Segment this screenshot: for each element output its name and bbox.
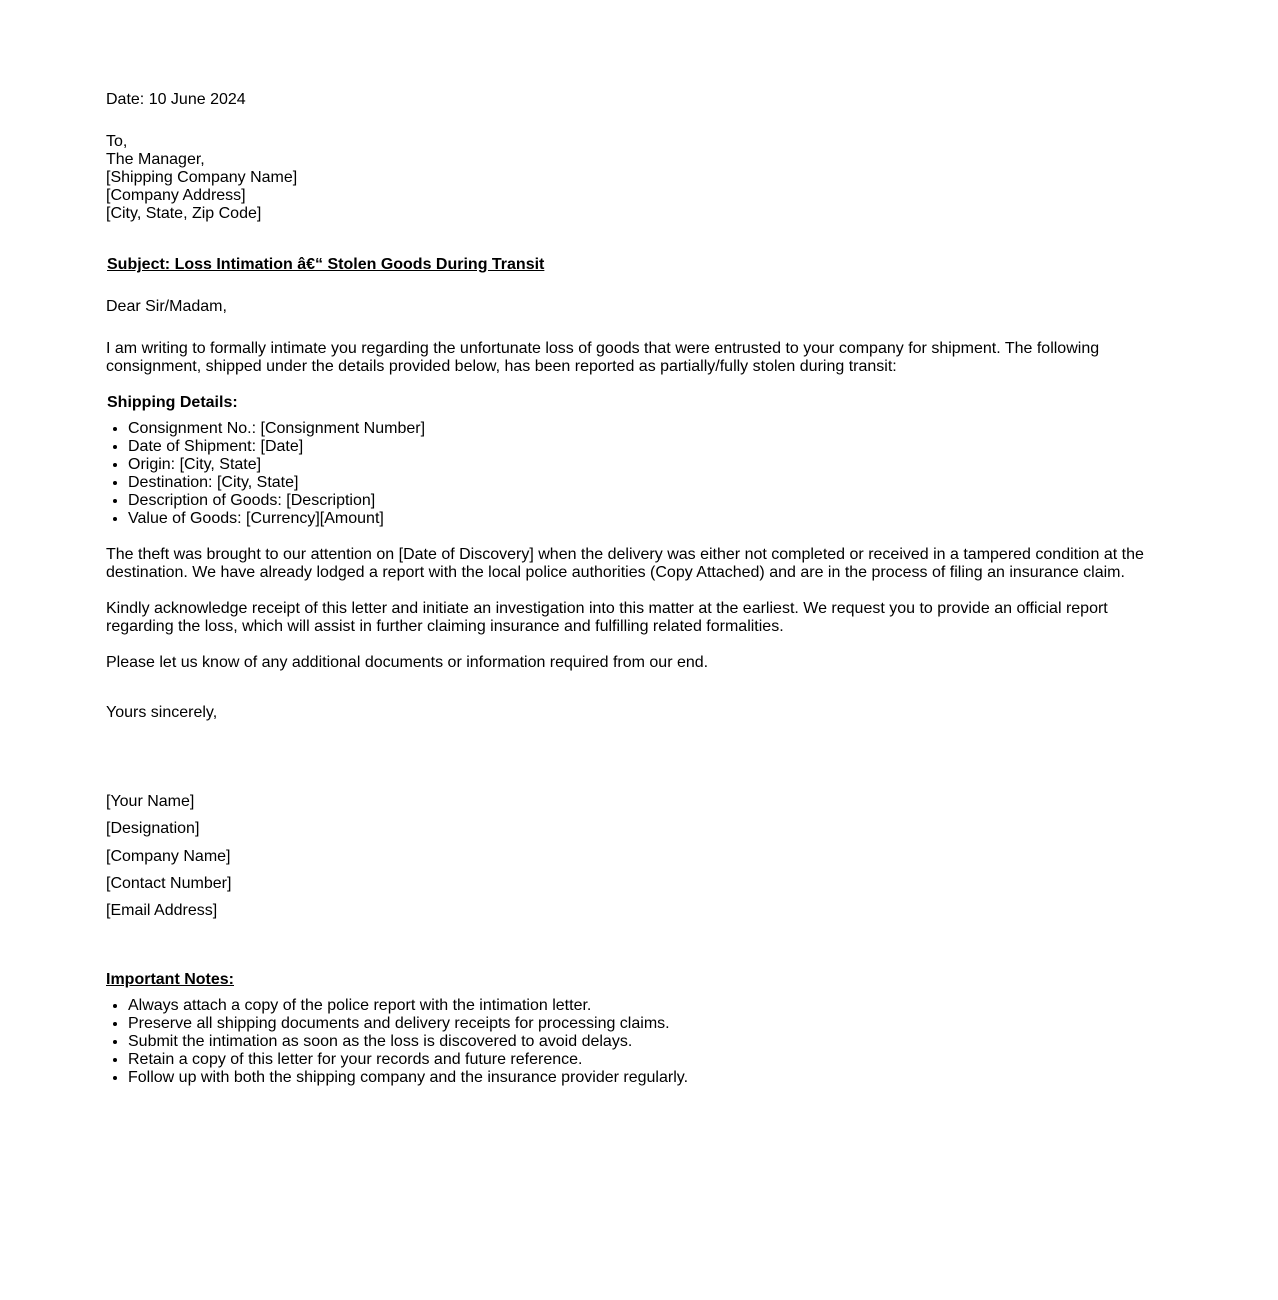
list-item: • Date of Shipment: [Date] [128, 438, 1166, 456]
greeting: Dear Sir/Madam, [106, 298, 227, 315]
signature-name: [Your Name] [106, 793, 195, 810]
signature-designation: [Designation] [106, 820, 200, 838]
list-item: • Destination: [City, State] [128, 474, 1166, 492]
letter-document [106, 91, 1166, 1087]
important-notes-title: Important Notes: [106, 971, 234, 989]
list-item: • Submit the intimation as soon as the loss is discovered to avoid delays. [128, 1033, 1166, 1051]
recipient-title: The Manager, [106, 151, 205, 168]
letter-subject: Subject: Loss Intimation â€“ Stolen Goods During Transit [107, 256, 545, 273]
closing: Yours sincerely, [106, 704, 218, 721]
letter-date: Date: 10 June 2024 [106, 91, 246, 108]
recipient-company: [Shipping Company Name] [106, 169, 298, 186]
signature-email: [Email Address] [106, 902, 218, 920]
recipient-city: [City, State, Zip Code] [106, 205, 262, 222]
list-item: • Follow up with both the shipping company and the insurance provider regularly. [128, 1069, 1166, 1087]
list-item: • Value of Goods: [Currency][Amount] [128, 510, 1166, 528]
important-notes-list [106, 997, 1166, 1087]
signature-block [106, 793, 1166, 920]
signature-company: [Company Name] [106, 847, 231, 865]
intro-paragraph: I am writing to formally intimate you regarding the unfortunate loss of goods that were entrusted to your company for shipment. The following consignment, shipped under the details provided below, has been reported as partially/fully stolen during transit: [106, 340, 1100, 375]
request-paragraph: Kindly acknowledge receipt of this letter and initiate an investigation into this matter at the earliest. We request you to provide an official report regarding the loss, which will assist in further claiming insurance and fulfilling related formalities. [106, 600, 1108, 635]
recipient-to: To, [106, 133, 128, 150]
recipient-address [106, 133, 1166, 223]
recipient-street: [Company Address] [106, 187, 246, 204]
signature-contact: [Contact Number] [106, 874, 232, 892]
shipping-details-title: Shipping Details: [107, 394, 238, 411]
list-item: • Origin: [City, State] [128, 456, 1166, 474]
shipping-details-list [106, 420, 1166, 528]
list-item: • Always attach a copy of the police report with the intimation letter. [128, 997, 1166, 1015]
list-item: • Preserve all shipping documents and delivery receipts for processing claims. [128, 1015, 1166, 1033]
additional-info-paragraph: Please let us know of any additional documents or information required from our end. [106, 654, 709, 671]
theft-paragraph: The theft was brought to our attention on [Date of Discovery] when the delivery was either not completed or received in a tampered condition at the destination. We have already lodged a report with the local police authorities (Copy Attached) and are in the process of filing an insurance claim. [106, 546, 1144, 581]
list-item: • Description of Goods: [Description] [128, 492, 1166, 510]
list-item: • Consignment No.: [Consignment Number] [128, 420, 1166, 438]
list-item: • Retain a copy of this letter for your records and future reference. [128, 1051, 1166, 1069]
